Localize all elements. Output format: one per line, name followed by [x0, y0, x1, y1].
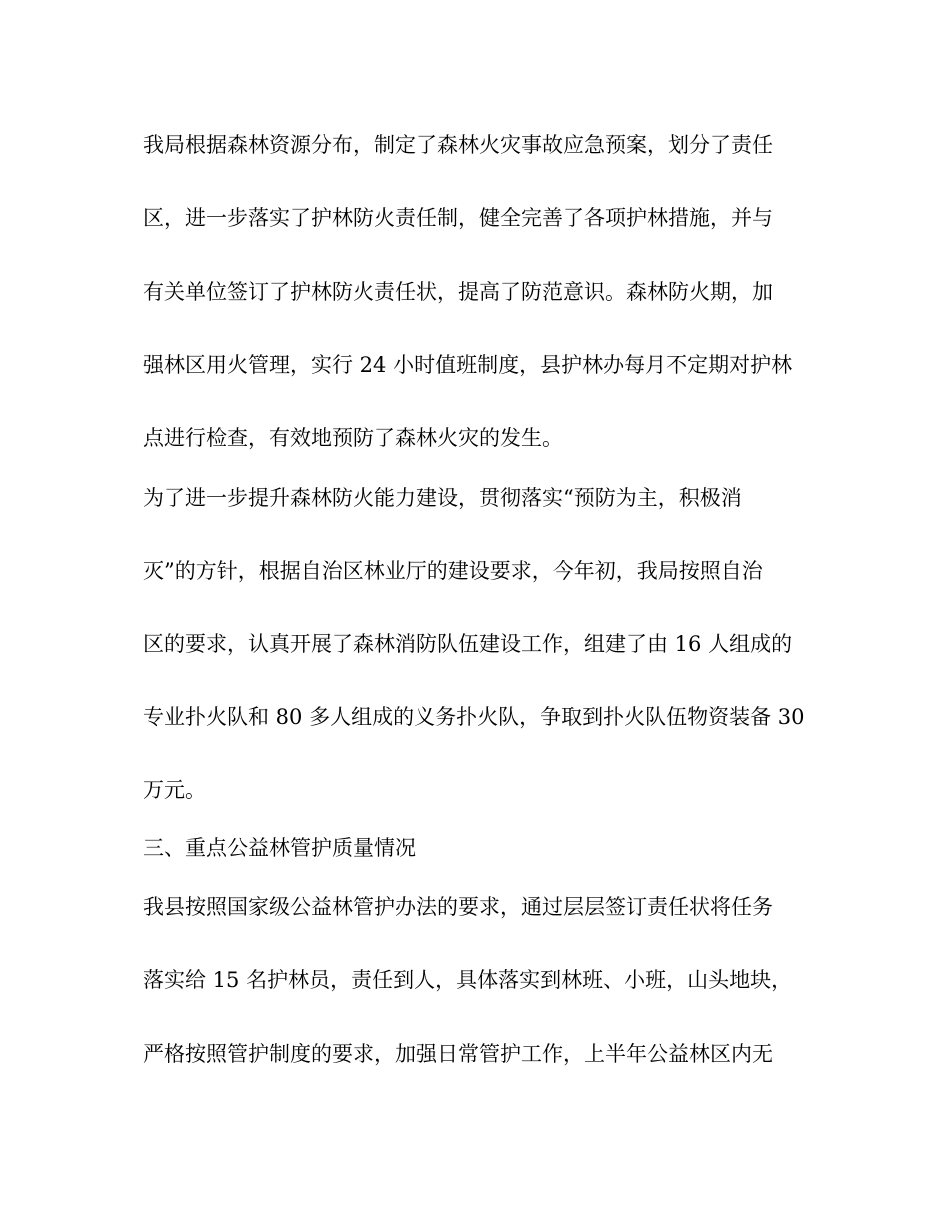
text-line: 区的要求，认真开展了森林消防队伍建设工作，组建了由 16 人组成的 [143, 632, 793, 656]
text-line: 专业扑火队和 80 多人组成的义务扑火队，争取到扑火队伍物资装备 30 [143, 705, 805, 729]
text-line: 灭”的方针，根据自治区林业厅的建设要求，今年初，我局按照自治 [143, 559, 763, 583]
text-line: 为了进一步提升森林防火能力建设，贯彻落实“预防为主，积极消 [143, 486, 742, 510]
text-line: 我县按照国家级公益林管护办法的要求，通过层层签订责任状将任务 [143, 895, 773, 919]
text-line: 落实给 15 名护林员，责任到人，具体落实到林班、小班，山头地块， [143, 968, 793, 992]
text-line: 我局根据森林资源分布，制定了森林火灾事故应急预案，划分了责任 [143, 133, 773, 157]
text-line: 强林区用火管理，实行 24 小时值班制度，县护林办每月不定期对护林 [143, 353, 793, 377]
text-line: 严格按照管护制度的要求，加强日常管护工作，上半年公益林区内无 [143, 1042, 773, 1066]
text-line: 点进行检查，有效地预防了森林火灾的发生。 [143, 426, 563, 450]
text-line: 万元。 [143, 778, 206, 802]
text-line: 区，进一步落实了护林防火责任制，健全完善了各项护林措施，并与 [143, 206, 773, 230]
text-line: 有关单位签订了护林防火责任状，提高了防范意识。森林防火期，加 [143, 280, 773, 304]
section-heading: 三、重点公益林管护质量情况 [143, 836, 416, 860]
